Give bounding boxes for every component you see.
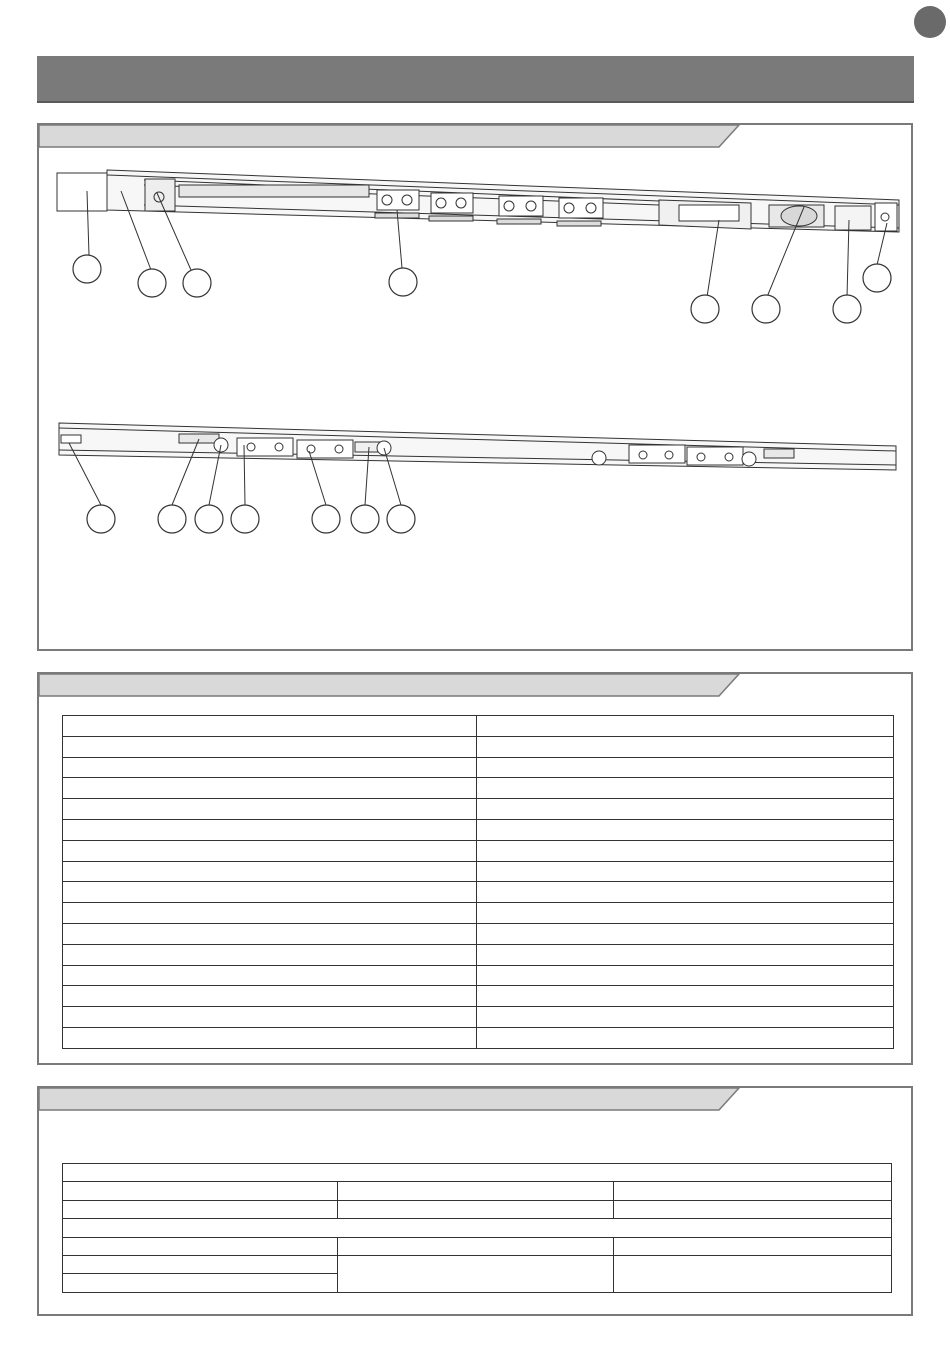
spec-label-cell: [63, 1027, 477, 1048]
table-row: [63, 1027, 894, 1048]
table-cell: [338, 1255, 614, 1292]
spec-value-cell: [477, 716, 894, 737]
callout-circle: [158, 505, 186, 533]
spec-label-cell: [63, 923, 477, 944]
table-row: [63, 1200, 892, 1218]
callout-circle: [389, 268, 417, 296]
data-table: [62, 1163, 892, 1293]
operator-drawing: [39, 125, 915, 653]
table-row: [63, 1182, 892, 1200]
spec-table: [62, 715, 894, 1049]
callout-circle: [691, 295, 719, 323]
callout-circle: [231, 505, 259, 533]
callout-circle: [312, 505, 340, 533]
table-row: [63, 861, 894, 882]
table-row: [63, 819, 894, 840]
page-title-bar: [37, 56, 914, 103]
spec-label-cell: [63, 840, 477, 861]
callout-circle: [863, 264, 891, 292]
callout-circle: [387, 505, 415, 533]
spec-label-cell: [63, 986, 477, 1007]
table-cell: [63, 1182, 338, 1200]
table-row: [63, 986, 894, 1007]
callout-circle: [87, 505, 115, 533]
spec-value-cell: [477, 861, 894, 882]
spec-label-cell: [63, 903, 477, 924]
spec-value-cell: [477, 799, 894, 820]
table-cell: [614, 1200, 892, 1218]
spec-value-cell: [477, 986, 894, 1007]
spec-label-cell: [63, 819, 477, 840]
table-row: [63, 944, 894, 965]
table-row: [63, 1007, 894, 1028]
table-row: [63, 716, 894, 737]
table-row: [63, 736, 894, 757]
spec-label-cell: [63, 757, 477, 778]
table-cell: [63, 1200, 338, 1218]
table-row: [63, 1237, 892, 1255]
spec-value-cell: [477, 944, 894, 965]
spec-label-cell: [63, 799, 477, 820]
spec-label-cell: [63, 716, 477, 737]
table-cell: [614, 1255, 892, 1292]
table-row: [63, 1219, 892, 1237]
table-cell: [63, 1164, 892, 1182]
table-row: [63, 799, 894, 820]
table-cell: [614, 1182, 892, 1200]
table-row: [63, 882, 894, 903]
spec-value-cell: [477, 778, 894, 799]
specifications-section: [37, 672, 913, 1065]
spec-value-cell: [477, 819, 894, 840]
table-cell: [338, 1237, 614, 1255]
spec-value-cell: [477, 923, 894, 944]
upper-callouts: [73, 255, 891, 323]
spec-label-cell: [63, 861, 477, 882]
spec-label-cell: [63, 882, 477, 903]
upper-profile: [57, 170, 899, 232]
table-cell: [63, 1274, 338, 1292]
lower-profile: [59, 423, 896, 470]
table-cell: [338, 1200, 614, 1218]
callout-circle: [195, 505, 223, 533]
spec-label-cell: [63, 965, 477, 986]
section-tab: [39, 674, 915, 700]
table-cell: [63, 1255, 338, 1273]
table-row: [63, 778, 894, 799]
spec-value-cell: [477, 965, 894, 986]
callout-circle: [351, 505, 379, 533]
table-row: [63, 1255, 892, 1273]
spec-value-cell: [477, 840, 894, 861]
table-row: [63, 757, 894, 778]
spec-label-cell: [63, 736, 477, 757]
spec-value-cell: [477, 1007, 894, 1028]
callout-circle: [73, 255, 101, 283]
page-badge: [914, 6, 946, 38]
spec-label-cell: [63, 778, 477, 799]
callout-circle: [833, 295, 861, 323]
components-section: [37, 123, 913, 651]
table-cell: [63, 1219, 892, 1237]
table-row: [63, 840, 894, 861]
table-row: [63, 923, 894, 944]
callout-circle: [183, 269, 211, 297]
lower-callouts: [87, 505, 415, 533]
table-row: [63, 903, 894, 924]
table-row: [63, 1164, 892, 1182]
table-cell: [63, 1237, 338, 1255]
callout-circle: [138, 269, 166, 297]
table-cell: [338, 1182, 614, 1200]
spec-value-cell: [477, 1027, 894, 1048]
table-cell: [614, 1237, 892, 1255]
spec-value-cell: [477, 736, 894, 757]
data-section: [37, 1086, 913, 1316]
section-tab: [39, 1088, 915, 1114]
spec-value-cell: [477, 882, 894, 903]
spec-label-cell: [63, 1007, 477, 1028]
table-row: [63, 965, 894, 986]
callout-circle: [752, 295, 780, 323]
spec-label-cell: [63, 944, 477, 965]
spec-value-cell: [477, 903, 894, 924]
spec-value-cell: [477, 757, 894, 778]
